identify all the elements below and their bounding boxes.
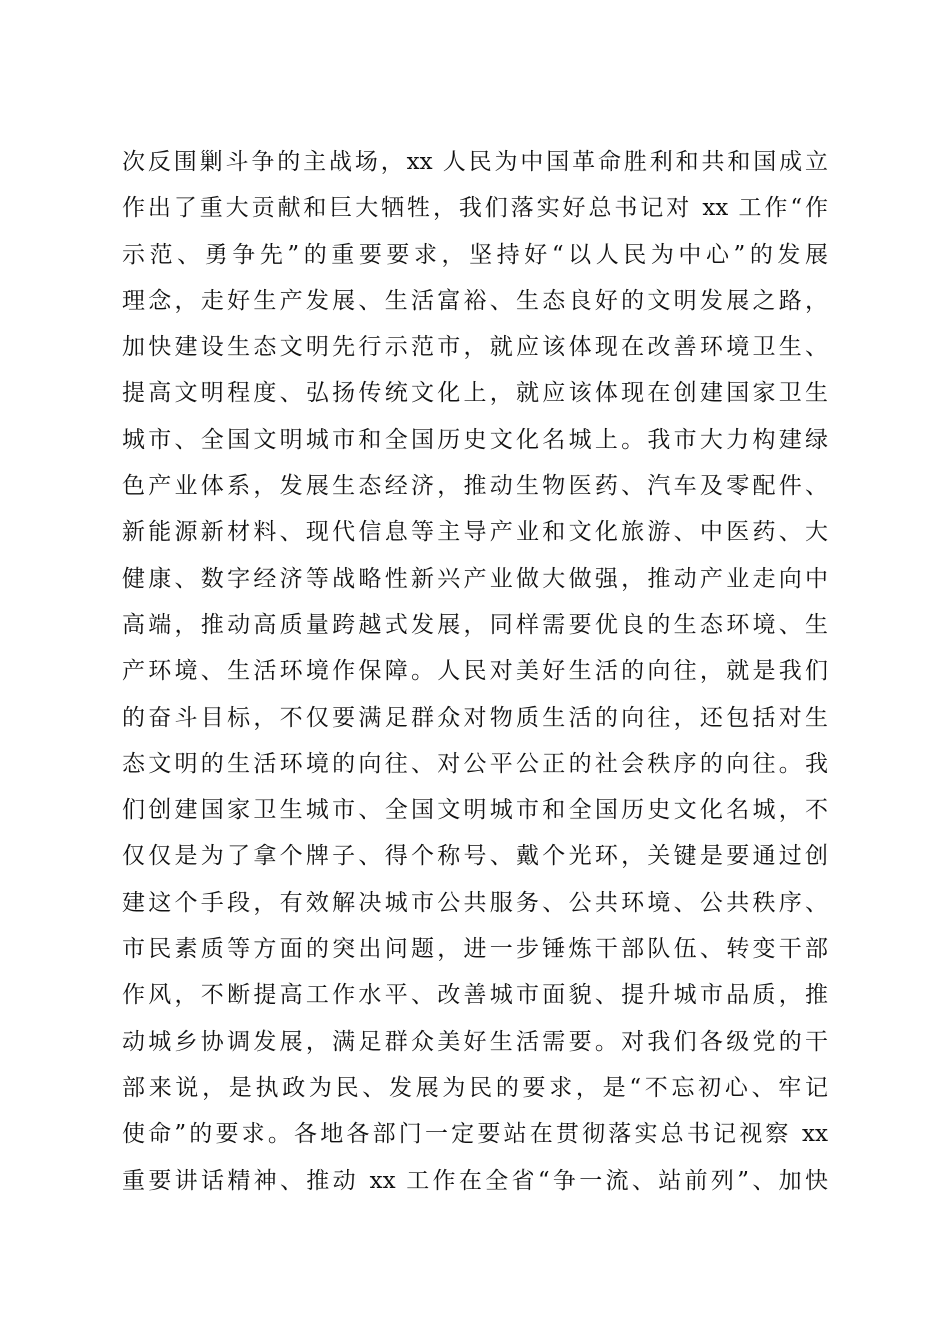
text-line: 色产业体系，发展生态经济，推动生物医药、汽车及零配件、 (122, 473, 828, 500)
text-line: 动城乡协调发展，满足群众美好生活需要。对我们各级党的干 (122, 1028, 828, 1055)
text-line: 示范、勇争先”的重要要求，坚持好“以人民为中心”的发展 (122, 241, 828, 268)
text-line: 提高文明程度、弘扬传统文化上，就应该体现在创建国家卫生 (122, 380, 828, 407)
text-line: 次反围剿斗争的主战场，xx 人民为中国革命胜利和共和国成立 (122, 149, 828, 175)
text-line: 部来说，是执政为民、发展为民的要求，是“不忘初心、牢记 (122, 1074, 828, 1101)
text-line: 高端，推动高质量跨越式发展，同样需要优良的生态环境、生 (122, 611, 828, 638)
text-line: 加快建设生态文明先行示范市，就应该体现在改善环境卫生、 (122, 334, 828, 361)
text-line: 重要讲话精神、推动 xx 工作在全省“争一流、站前列”、加快 (122, 1167, 828, 1194)
text-line: 仅仅是为了拿个牌子、得个称号、戴个光环，关键是要通过创 (122, 843, 828, 870)
text-line: 城市、全国文明城市和全国历史文化名城上。我市大力构建绿 (122, 426, 828, 453)
text-line: 理念，走好生产发展、生活富裕、生态良好的文明发展之路， (122, 287, 828, 314)
text-line: 产环境、生活环境作保障。人民对美好生活的向往，就是我们 (122, 658, 828, 685)
body-paragraph (122, 139, 828, 1204)
text-line: 作出了重大贡献和巨大牺牲，我们落实好总书记对 xx 工作“作 (122, 195, 828, 222)
text-line: 们创建国家卫生城市、全国文明城市和全国历史文化名城，不 (122, 797, 828, 824)
text-line: 新能源新材料、现代信息等主导产业和文化旅游、中医药、大 (122, 519, 828, 546)
text-line: 的奋斗目标，不仅要满足群众对物质生活的向往，还包括对生 (122, 704, 828, 731)
text-line: 健康、数字经济等战略性新兴产业做大做强，推动产业走向中 (122, 565, 828, 592)
text-line: 市民素质等方面的突出问题，进一步锤炼干部队伍、转变干部 (122, 936, 828, 963)
text-line: 态文明的生活环境的向往、对公平公正的社会秩序的向往。我 (122, 750, 828, 777)
text-line: 建这个手段，有效解决城市公共服务、公共环境、公共秩序、 (122, 889, 828, 916)
text-line: 使命”的要求。各地各部门一定要站在贯彻落实总书记视察 xx (122, 1121, 828, 1148)
text-line: 作风，不断提高工作水平、改善城市面貌、提升城市品质，推 (122, 982, 828, 1009)
